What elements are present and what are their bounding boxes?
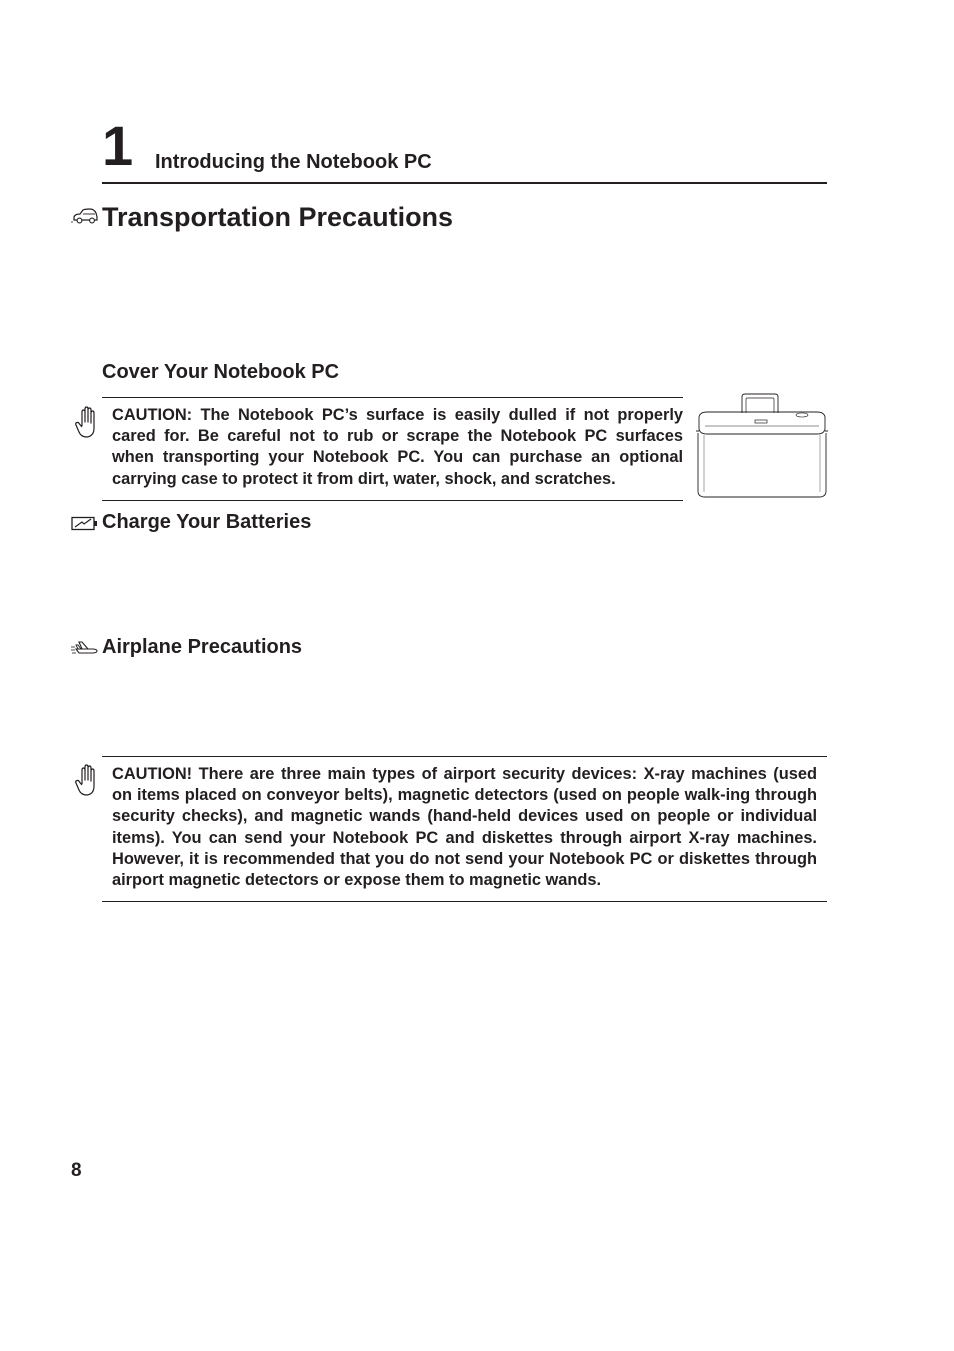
hand-icon — [75, 406, 99, 439]
carrying-case-illustration — [695, 393, 829, 500]
chapter-divider — [102, 182, 827, 184]
chapter-number: 1 — [102, 114, 133, 177]
hand-icon — [75, 764, 99, 797]
car-icon — [71, 208, 99, 225]
caution-text-airplane: CAUTION! There are three main types of airport security devices: X-ray machines (used on items placed on conveyor belts), magnetic detectors (used on people walk-ing through security checks), and magnetic wands (hand-held devices used on people or individual items). You can send your Notebook PC and diskettes through airport X-ray machines. However, it is recommended that you do not send your Notebook PC or diskettes through airport magnetic detectors or expose them to magnetic wands. — [112, 765, 817, 890]
caution-top-rule — [102, 756, 827, 757]
subsection-title-batteries: Charge Your Batteries — [102, 511, 312, 533]
section-title: Transportation Precautions — [102, 202, 454, 232]
airplane-icon — [70, 640, 99, 656]
caution-top-rule — [102, 397, 683, 398]
caution-bottom-rule — [102, 500, 683, 501]
subsection-title-cover: Cover Your Notebook PC — [102, 361, 340, 383]
chapter-title: Introducing the Notebook PC — [155, 151, 432, 173]
battery-icon — [71, 516, 98, 531]
subsection-title-airplane: Airplane Precautions — [102, 636, 303, 658]
caution-text-cover: CAUTION: The Notebook PC’s surface is easily dulled if not properly cared for. Be careful not to rub or scrape the Notebook PC surfaces when transporting your Notebook PC. You can purchase an optional carrying case to protect it from dirt, water, shock, and scratches. — [112, 406, 683, 488]
caution-bottom-rule — [102, 901, 827, 902]
page-number: 8 — [71, 1160, 82, 1181]
